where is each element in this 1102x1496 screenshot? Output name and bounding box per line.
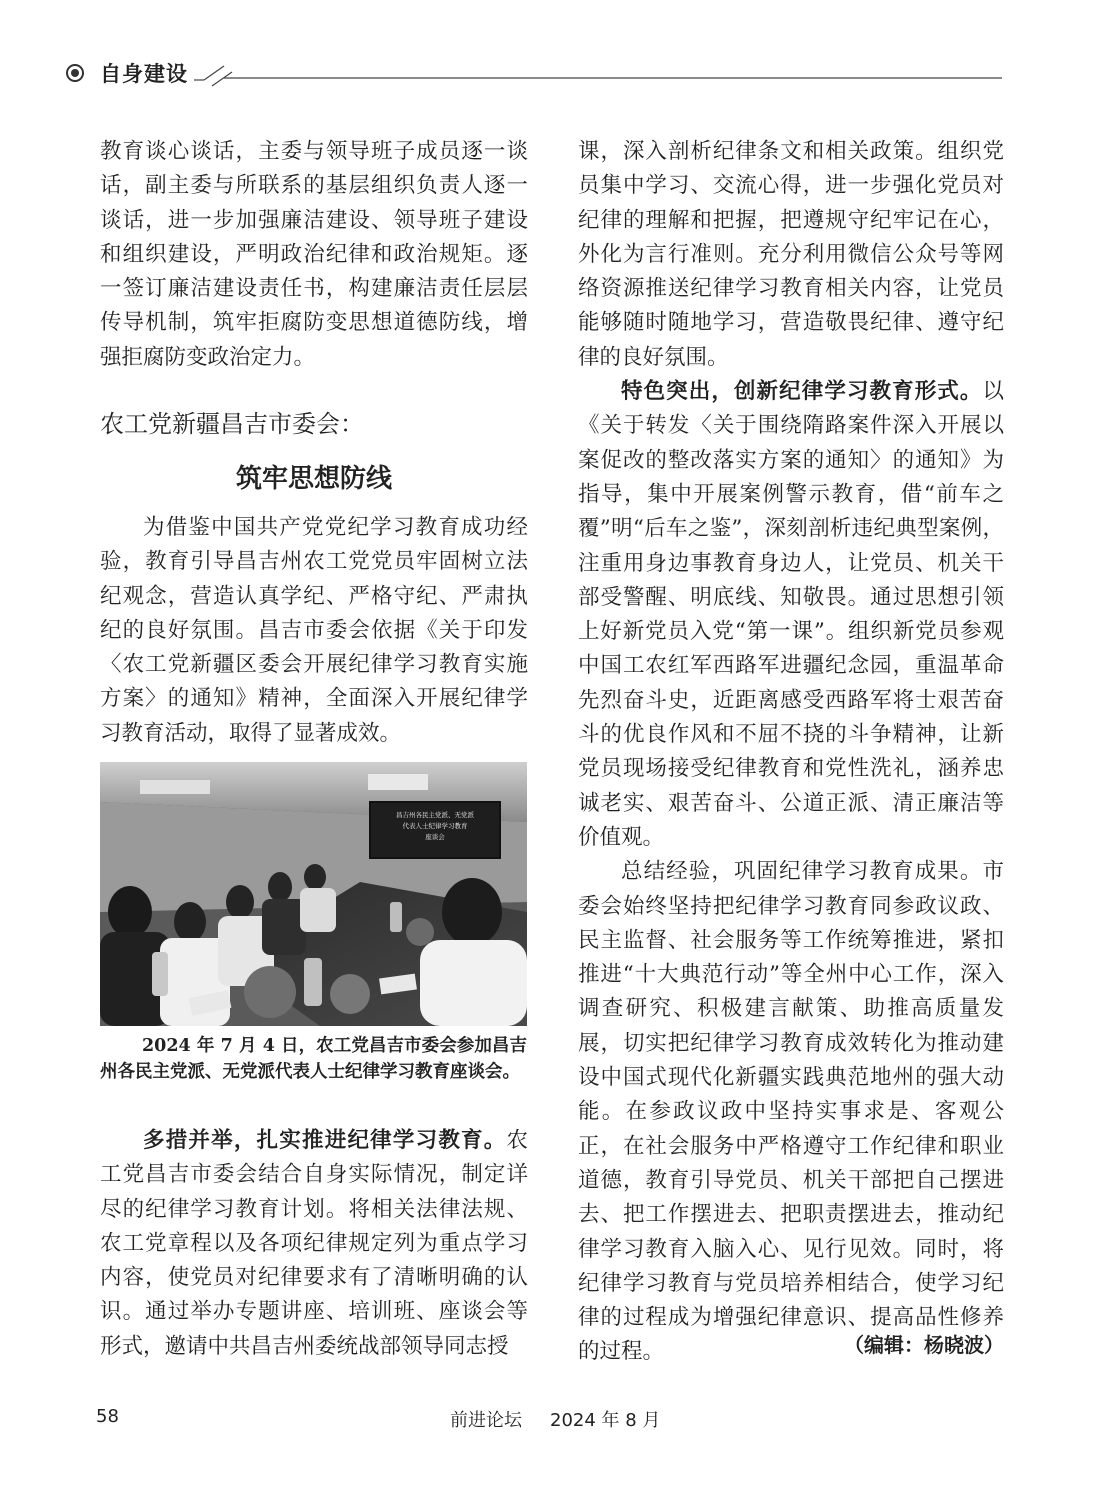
section-3-paragraph: 总结经验，巩固纪律学习教育成果。市委会始终坚持把纪律学习教育同参政议政、民主监督、社会服务等工作统筹推进，紧扣推进“十大典范行动”等全州中心工作，深入调查研究、积极建言献策、助推高质量发展，切实把纪律学习教育成效转化为推动建设中国式现代化新疆实践典范地州的强大动能。在参政议政中坚持实事求是、客观公正，在社会服务中严格遵守工作纪律和职业道德，教育引导党员、机关干部把自己摆进去、把工作摆进去、把职责摆进去，推动纪律学习教育入脑入心、见行见效。同时，将纪律学习教育与党员培养相结合，使学习纪律的过程成为增强纪律意识、提高品性修养的过程。 [578, 859, 1004, 1365]
article-title: 筑牢思想防线 [235, 464, 392, 494]
meeting-photo [100, 762, 527, 1026]
photo-caption: 2024 年 7 月 4 日，农工党昌吉市委会参加昌吉州各民主党派、无党派代表人士纪律学习教育座谈会。 [100, 1036, 527, 1082]
screen-text-2: 代表人士纪律学习教育 [402, 822, 468, 830]
continued-paragraph: 教育谈心谈话，主委与领导班子成员逐一谈话，副主委与所联系的基层组织负责人逐一谈话，进一步加强廉洁建设、领导班子建设和组织建设，严明政治纪律和政治规矩。逐一签订廉洁建设责任书，构建廉洁责任层层传导机制，筑牢拒腐防变思想道德防线，增强拒腐防变政治定力。 [100, 139, 528, 370]
section-2-heading: 特色突出，创新纪律学习教育形式。 [621, 379, 983, 405]
section-1-continued: 课，深入剖析纪律条文和相关政策。组织党员集中学习、交流心得，进一步强化党员对纪律的理解和把握，把遵规守纪牢记在心，外化为言行准则。充分利用微信公众号等网络资源推送纪律学习教育相关内容，让党员能够随时随地学习，营造敬畏纪律、遵守纪律的良好氛围。 [578, 139, 1004, 370]
section-1 [100, 1124, 528, 1364]
issue-date: 2024 年 8 月 [550, 1410, 661, 1431]
right-column [578, 135, 1004, 1370]
left-column-top [100, 135, 528, 375]
section-2-paragraph [578, 375, 1004, 855]
screen-text-3: 座谈会 [425, 833, 445, 841]
footer-info [450, 1406, 688, 1432]
section-1-body: 农工党昌吉市委会结合自身实际情况，制定详尽的纪律学习教育计划。将相关法律法规、农工党章程以及各项纪律规定列为重点学习内容，使党员对纪律要求有了清晰明确的认识。通过举办专题讲座、培训班、座谈会等形式，邀请中共昌吉州委统战部领导同志授 [100, 1128, 528, 1359]
meeting-photo-illustration [100, 762, 527, 1026]
intro-paragraph: 为借鉴中国共产党党纪学习教育成功经验，教育引导昌吉州农工党党员牢固树立法纪观念，营造认真学纪、严格守纪、严肃执纪的良好氛围。昌吉市委会依据《关于印发〈农工党新疆区委会开展纪律学习教育实施方案〉的通知》精神，全面深入开展纪律学习教育活动，取得了显著成效。 [100, 515, 528, 746]
header-rule [64, 58, 1004, 94]
editor-credit: （编辑：杨晓波） [844, 1333, 1004, 1357]
section-title: 自身建设 [100, 62, 188, 86]
magazine-name: 前进论坛 [450, 1410, 522, 1431]
page-number: 58 [96, 1406, 119, 1427]
section-1-paragraph [100, 1124, 528, 1364]
section-1-heading: 多措并举，扎实推进纪律学习教育。 [143, 1128, 507, 1153]
article-org: 农工党新疆昌吉市委会： [100, 410, 364, 438]
screen-text-1: 昌吉州各民主党派、无党派 [396, 811, 474, 819]
section-header [64, 58, 1004, 94]
article-intro [100, 511, 528, 751]
section-2-body: 以《关于转发〈关于围绕隋路案件深入开展以案促改的整改落实方案的通知〉的通知》为指导，集中开展案例警示教育，借“前车之覆”明“后车之鉴”，深刻剖析违纪典型案例，注重用身边事教育身边人，让党员、机关干部受警醒、明底线、知敬畏。通过思想引领上好新党员入党“第一课”。组织新党员参观中国工农红军西路军进疆纪念园，重温革命先烈奋斗史，近距离感受西路军将士艰苦奋斗的优良作风和不屈不挠的斗争精神，让新党员现场接受纪律教育和党性洗礼，涵养忠诚老实、艰苦奋斗、公道正派、清正廉洁等价值观。 [578, 379, 1004, 850]
